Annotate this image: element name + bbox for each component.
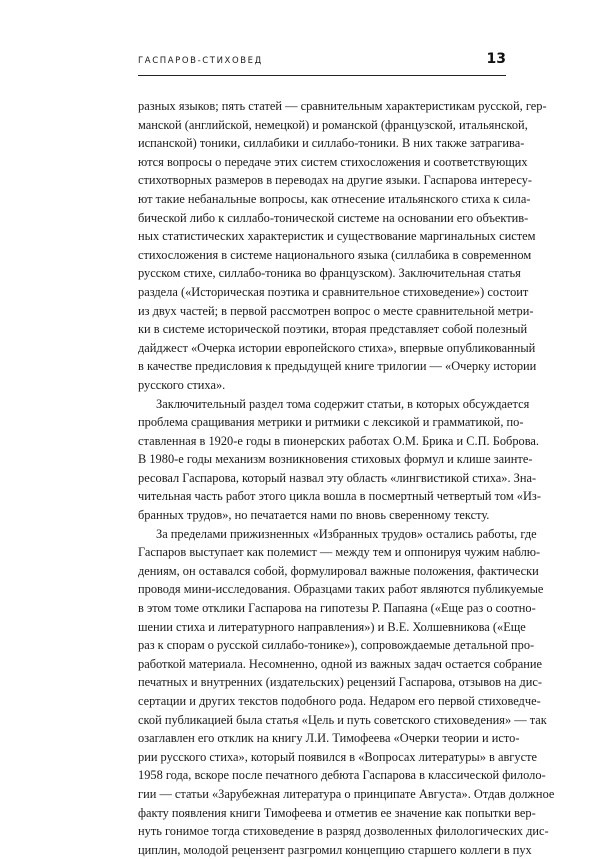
text-line: бической либо к силлабо-тонической системе на основании его объектив- <box>138 210 529 225</box>
text-line: нуть гонимое тогда стиховедение в разряд дозволенных филологических дис- <box>138 824 549 839</box>
text-line: испанской) тоники, силлабики и силлабо-тоники. В них также затрагива- <box>138 136 525 151</box>
text-line: ются вопросы о передаче этих систем стихосложения и соответствующих <box>138 154 528 169</box>
text-line: циплин, молодой рецензент разгромил концепцию старшего коллеги в пух <box>138 842 532 857</box>
text-line: стихотворных размеров в переводах на другие языки. Гаспарова интересу- <box>138 173 533 188</box>
text-line: Гаспаров выступает как полемист — между тем и оппонируя чужим наблю- <box>138 545 541 560</box>
text-line: 1958 года, вскоре после печатного дебюта Гаспарова в классической филоло- <box>138 768 546 783</box>
text-line: озаглавлен его отклик на книгу Л.И. Тимофеева «Очерки теории и исто- <box>138 731 520 746</box>
page-number: 13 <box>486 51 506 67</box>
text-line: чительная часть работ этого цикла вошла в посмертный четвертый том «Из- <box>138 489 541 504</box>
text-line: Заключительный раздел тома содержит статьи, в которых обсуждается <box>156 396 530 411</box>
text-line: дайджест «Очерка истории европейского стиха», впервые опубликованный <box>138 340 536 355</box>
text-line: рии русского стиха», который появился в «Вопросах литературы» в августе <box>138 749 537 764</box>
body-text <box>138 97 555 859</box>
text-line: факту появления книги Тимофеева и отметив ее значение как попытки вер- <box>138 805 536 820</box>
text-line: ки в системе исторической поэтики, вторая представляет собой полезный <box>138 322 528 337</box>
text-line: печатных и внутренних (издательских) рецензий Гаспарова, отзывов на дис- <box>138 675 542 690</box>
text-line: ресовал Гаспарова, который назвал эту область «лингвистикой стиха». Зна- <box>138 470 537 485</box>
text-line: гии — статьи «Зарубежная литература о принципате Августа». Отдав должное <box>138 786 555 801</box>
text-line: За пределами прижизненных «Избранных трудов» остались работы, где <box>156 526 537 541</box>
text-line: разных языков; пять статей — сравнительным характеристикам русской, гер- <box>138 99 547 113</box>
text-line: ставленная в 1920-е годы в пионерских работах О.М. Брика и С.П. Боброва. <box>138 433 540 448</box>
text-line: бранных трудов», но печатается нами по вновь сверенному тексту. <box>138 508 490 523</box>
text-line: раз к спорам о русской силлабо-тонике»), сопровождаемые детальной про- <box>138 638 535 653</box>
text-line: сертации и других текстов подобного рода. Недаром его первой стиховедче- <box>138 694 541 708</box>
text-line: ных статистических характеристик и существование маргинальных систем <box>138 229 536 244</box>
text-line: шении стиха и литературного направления») и В.Е. Холшевникова («Еще <box>138 619 526 634</box>
text-line: проблема сращивания метрики и ритмики с лексикой и грамматикой, по- <box>138 415 524 430</box>
text-line: В 1980-е годы механизм возникновения стиховых формул и клише заинте- <box>138 452 533 467</box>
text-line: русском стихе, силлабо-тоника во французском). Заключительная статья <box>138 266 521 281</box>
text-line: ют такие небанальные вопросы, как отнесение итальянского стиха к сила- <box>138 191 531 206</box>
paragraph <box>138 395 541 525</box>
text-line: из двух частей; в первой рассмотрен вопрос о месте сравнительной метри- <box>138 303 534 318</box>
text-line: манской (английской, немецкой) и романской (французской, итальянской, <box>138 117 528 132</box>
paragraph <box>138 525 555 859</box>
text-line: дениям, он оставался собой, формулировал важные положения, фактически <box>138 563 539 578</box>
text-line: ской публикацией была статья «Цель и путь советского стиховедения» — так <box>138 712 547 727</box>
text-line: в этом томе отклики Гаспарова на гипотезы Р. Папаяна («Еще раз о соотно- <box>138 601 536 616</box>
header-rule <box>138 75 506 76</box>
text-line: в качестве предисловия к предыдущей книге трилогии — «Очерку истории <box>138 359 537 374</box>
paragraph <box>138 97 547 395</box>
text-line: проводя мини-исследования. Образцами таких работ являются публикуемые <box>138 582 544 597</box>
text-line: стихосложения в системе национального языка (силлабика в современном <box>138 247 532 262</box>
text-line: работкой материала. Несомненно, одной из важных задач остается собрание <box>138 656 542 671</box>
text-line: раздела («Историческая поэтика и сравнительное стиховедение») состоит <box>138 284 529 299</box>
running-head: ГАСПАРОВ-СТИХОВЕД <box>138 56 263 66</box>
text-line: русского стиха». <box>138 377 226 392</box>
